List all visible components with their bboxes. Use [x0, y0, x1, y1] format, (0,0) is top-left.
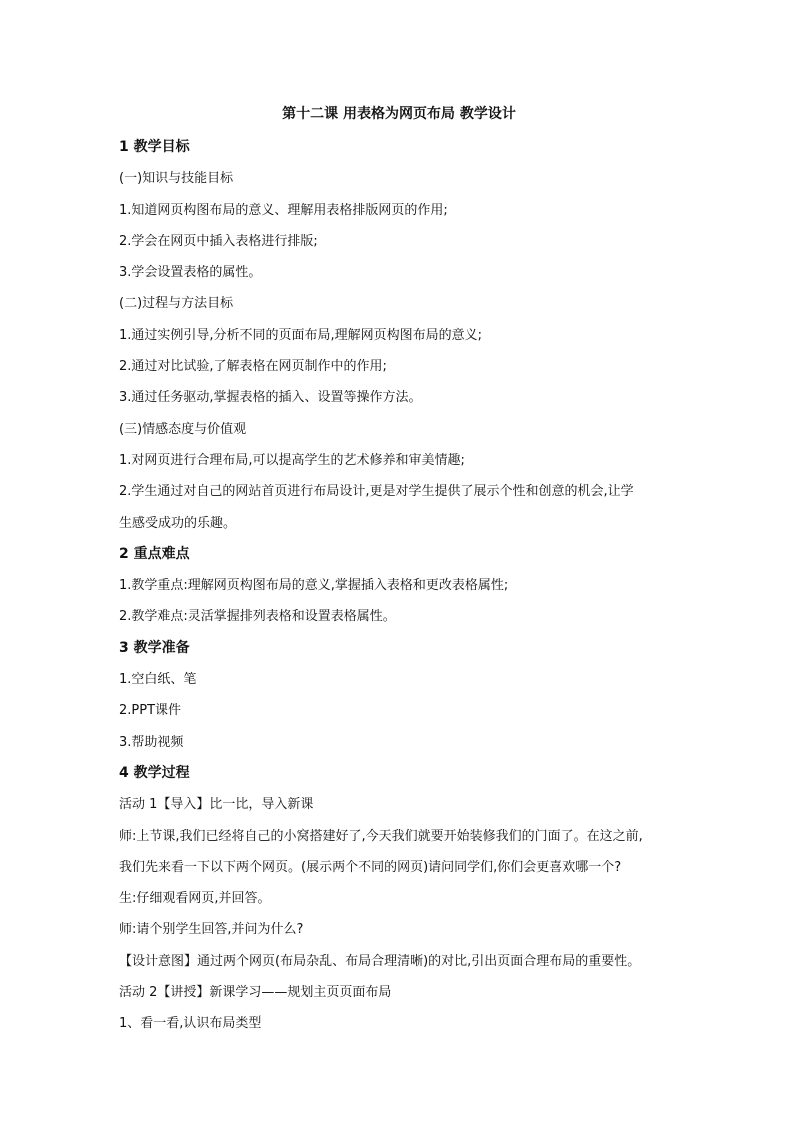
paragraph-line: 1.对网页进行合理布局,可以提高学生的艺术修养和审美情趣;: [119, 452, 465, 468]
document-body: [119, 102, 679, 1040]
paragraph-line: (三)情感态度与价值观: [119, 421, 247, 437]
paragraph-line: 师:上节课,我们已经将自己的小窝搭建好了,今天我们就要开始装修我们的门面了。在这之前,: [119, 828, 643, 844]
paragraph-line: 【设计意图】通过两个网页(布局杂乱、布局合理清晰)的对比,引出页面合理布局的重要性。: [119, 953, 641, 969]
paragraph-line: 2.学生通过对自己的网站首页进行布局设计,更是对学生提供了展示个性和创意的机会,让学: [119, 484, 634, 500]
paragraph-line: 1.知道网页构图布局的意义、理解用表格排版网页的作用;: [119, 202, 448, 218]
paragraph-line: 生感受成功的乐趣。: [119, 515, 237, 531]
section-heading: 3 教学准备: [119, 639, 190, 656]
paragraph-line: 活动 1【导入】比一比，导入新课: [119, 797, 314, 813]
paragraph-line: 1、看一看,认识布局类型: [119, 1016, 262, 1032]
paragraph-line: 生:仔细观看网页,并回答。: [119, 891, 271, 907]
paragraph-line: 3.通过任务驱动,掌握表格的插入、设置等操作方法。: [119, 390, 422, 406]
paragraph-line: 活动 2【讲授】新课学习——规划主页页面布局: [119, 985, 392, 1001]
section-heading: 1 教学目标: [119, 139, 190, 155]
section-heading: 2 重点难点: [119, 545, 190, 562]
document-title: 第十二课 用表格为网页布局 教学设计: [282, 106, 516, 122]
paragraph-line: 3.学会设置表格的属性。: [119, 265, 262, 281]
paragraph-line: 3.帮助视频: [119, 734, 184, 750]
paragraph-line: 1.教学重点:理解网页构图布局的意义,掌握插入表格和更改表格属性;: [119, 578, 509, 594]
paragraph-line: 1.空白纸、笔: [119, 672, 197, 688]
paragraph-line: 我们先来看一下以下两个网页。(展示两个不同的网页)请问同学们,你们会更喜欢哪一个?: [119, 859, 622, 875]
paragraph-line: 师:请个别学生回答,并问为什么?: [119, 922, 304, 938]
paragraph-line: 2.学会在网页中插入表格进行排版;: [119, 233, 318, 249]
paragraph-line: 2.教学难点:灵活掌握排列表格和设置表格属性。: [119, 609, 396, 625]
section-heading: 4 教学过程: [119, 764, 190, 781]
paragraph-line: (一)知识与技能目标: [119, 171, 234, 187]
paragraph-line: 1.通过实例引导,分析不同的页面布局,理解网页构图布局的意义;: [119, 327, 483, 343]
document-lines: [119, 132, 679, 1040]
paragraph-line: 2.PPT课件: [119, 703, 182, 719]
paragraph-line: (二)过程与方法目标: [119, 296, 234, 312]
paragraph-line: 2.通过对比试验,了解表格在网页制作中的作用;: [119, 359, 387, 375]
